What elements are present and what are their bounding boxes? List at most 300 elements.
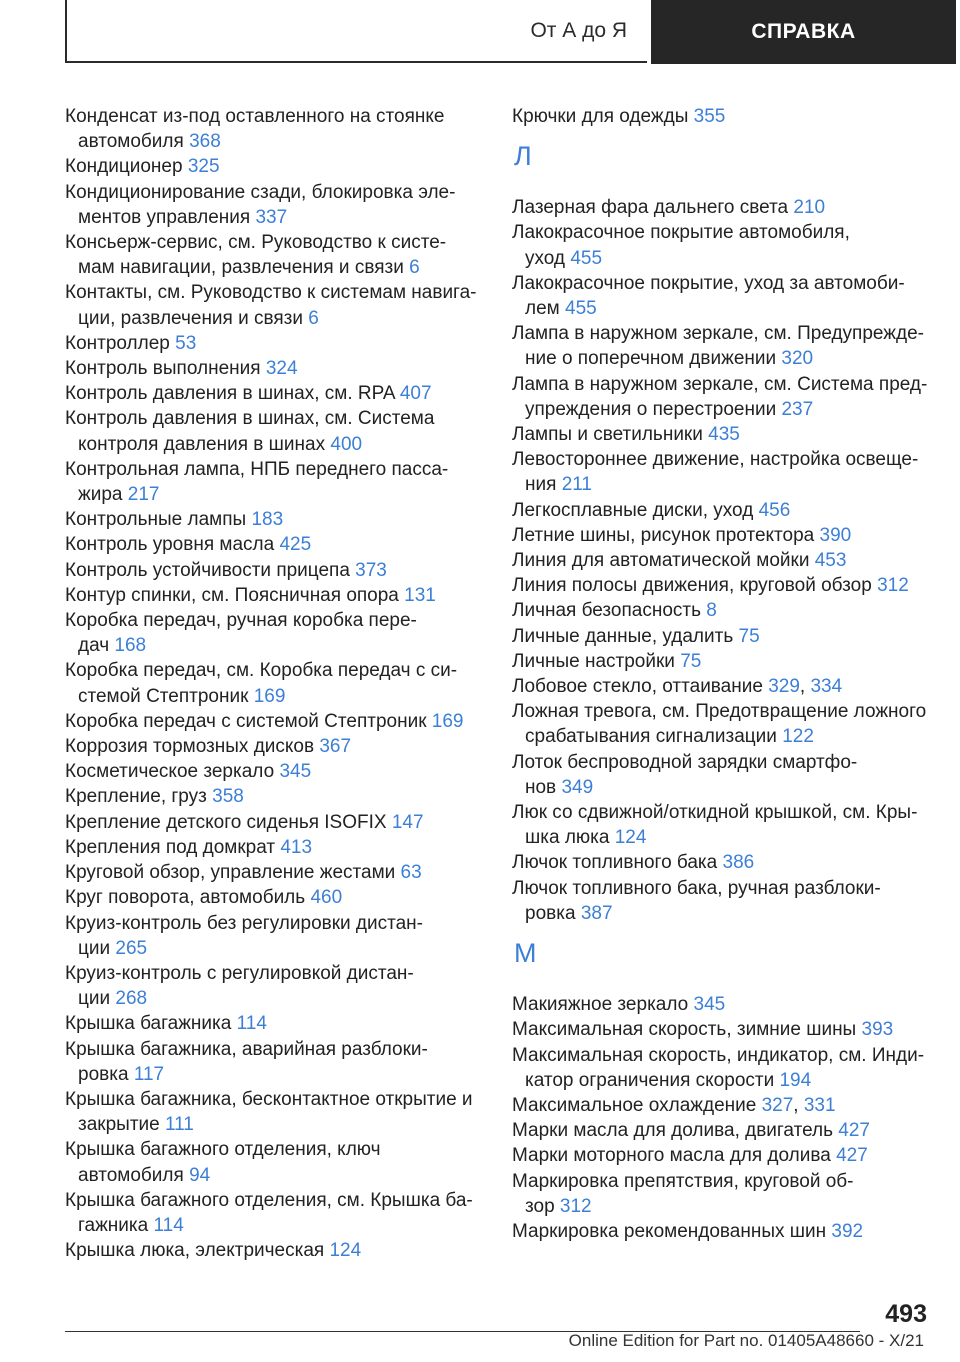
page-link[interactable]: 114 (236, 1013, 267, 1035)
index-entry-text: Люк со сдвижной/откидной крышкой, см. Кры- (512, 802, 918, 824)
index-entry-line (65, 684, 485, 709)
index-entry (65, 658, 485, 708)
page-link[interactable]: 349 (561, 776, 594, 798)
index-entry (512, 447, 932, 497)
index-entry (512, 321, 932, 371)
index-entry-line (512, 372, 932, 397)
index-entry-line (65, 104, 485, 129)
index-entry-text: Крышка багажника, бесконтактное открытие и (65, 1088, 473, 1110)
tab-a-to-z[interactable] (65, 0, 647, 63)
index-letter-heading: Л (514, 141, 532, 172)
index-entry-line (65, 482, 485, 507)
index-entry-line (65, 129, 485, 154)
index-entry-line (512, 104, 932, 129)
index-entry-line (65, 784, 485, 809)
page-link[interactable]: 217 (127, 484, 160, 506)
page-link[interactable]: 312 (559, 1195, 592, 1217)
index-entry-text: Консьерж-сервис, см. Руководство к систе- (65, 232, 447, 254)
index-entry-text: Контакты, см. Руководство к системам навига- (65, 282, 477, 304)
index-entry (65, 810, 485, 835)
page-link[interactable]: 329 (768, 676, 800, 698)
page-link[interactable]: 368 (189, 131, 221, 153)
page-link[interactable]: 53 (175, 332, 197, 354)
index-entry-line (512, 548, 932, 573)
index-entry-line (65, 180, 485, 205)
index-entry (65, 230, 485, 280)
index-entry (65, 1011, 485, 1036)
index-entry-line (65, 911, 485, 936)
index-entry (65, 709, 485, 734)
index-entry-line (512, 724, 932, 749)
index-entry-text: шка люка (525, 827, 610, 849)
page-link[interactable]: 124 (329, 1240, 362, 1262)
index-entry-text: Линия для автоматической мойки (512, 550, 810, 572)
index-entry-line (512, 271, 932, 296)
page-link[interactable]: 427 (836, 1145, 868, 1167)
index-entry-text: Маркировка препятствия, круговой об- (512, 1170, 854, 1192)
index-entry-line (512, 901, 932, 926)
index-entry (65, 1087, 485, 1137)
index-entry (65, 180, 485, 230)
index-entry-text: Личные настройки (512, 650, 675, 672)
index-entry-line: Лобовое стекло, оттаивание 329, 334 (512, 676, 843, 698)
header-tabs (65, 0, 960, 64)
page-link[interactable]: 386 (722, 852, 755, 874)
index-entry-line (512, 750, 932, 775)
index-entry-line (512, 1219, 932, 1244)
page-link[interactable]: 435 (708, 424, 740, 446)
index-entry-text: Крепление детского сиденья ISOFIX (65, 811, 387, 833)
index-entry-text: Крышка багажного отделения, см. Крышка ба- (65, 1189, 473, 1211)
index-entry-text: Маркировка рекомендованных шин (512, 1220, 827, 1242)
index-entry (512, 800, 932, 850)
page-number: 493 (885, 1300, 927, 1328)
page-link[interactable]: 63 (400, 862, 422, 884)
index-entry-line (512, 397, 932, 422)
index-entry-text: Личные данные, удалить (512, 625, 734, 647)
index-entry (65, 911, 485, 961)
page-link[interactable]: 400 (330, 433, 363, 455)
index-entry-line (65, 1188, 485, 1213)
page-link[interactable]: 455 (570, 247, 603, 269)
index-entry-line (512, 825, 932, 850)
index-entry-text: Крепление, груз (65, 786, 207, 808)
index-entry-text: нов (525, 776, 557, 798)
index-entry (512, 1017, 932, 1042)
index-entry-text: упреждения о перестроении (525, 398, 777, 420)
index-entry-text: Лампа в наружном зеркале, см. Предупрежде- (512, 323, 924, 345)
page-link[interactable]: 94 (189, 1164, 211, 1186)
index-entry-line (65, 709, 485, 734)
index-entry (65, 784, 485, 809)
index-entry (65, 1037, 485, 1087)
index-entry-text: Лоток беспроводной зарядки смартфо- (512, 751, 858, 773)
index-entry (512, 876, 932, 926)
index-entry-line (65, 1137, 485, 1162)
page-link[interactable]: 324 (265, 358, 298, 380)
index-entry-text: ции (78, 988, 111, 1010)
index-entry-line (512, 1194, 932, 1219)
page-link[interactable]: 75 (738, 625, 760, 647)
index-entry-line (65, 759, 485, 784)
index-entry-text: Косметическое зеркало (65, 761, 275, 783)
index-entry-text: Лакокрасочное покрытие, уход за автомоби- (512, 272, 905, 294)
index-entry-line (512, 220, 932, 245)
index-entry (512, 1219, 932, 1244)
page-link[interactable]: 358 (212, 786, 244, 808)
index-entry-text: Контроль давления в шинах, см. Система (65, 408, 435, 430)
index-entry-line (65, 1163, 485, 1188)
index-entry (65, 608, 485, 658)
page-link[interactable]: 345 (693, 994, 726, 1016)
index-column-right (512, 104, 932, 1244)
page-link[interactable]: 327 (761, 1094, 794, 1116)
index-entry (512, 598, 932, 623)
index-entry-text: Крышка багажника, аварийная разблоки- (65, 1038, 428, 1060)
index-entry-text: уход (525, 247, 566, 269)
index-entry-line (65, 885, 485, 910)
index-entry-text: Линия полосы движения, круговой обзор (512, 575, 872, 597)
index-entry-text: дач (78, 635, 110, 657)
index-entry-text: Кондиционирование сзади, блокировка эле- (65, 181, 456, 203)
index-entry-line (512, 472, 932, 497)
index-entry-line (512, 447, 932, 472)
page-link[interactable]: 390 (819, 524, 852, 546)
index-entry (65, 507, 485, 532)
index-entry (512, 850, 932, 875)
index-entry-text: ние о поперечном движении (525, 348, 777, 370)
page-link[interactable]: 122 (782, 726, 814, 748)
index-entry (512, 992, 932, 1017)
index-entry (65, 860, 485, 885)
index-entry-line (65, 457, 485, 482)
index-entry (65, 154, 485, 179)
index-entry-text: Круиз-контроль с регулировкой дистан- (65, 962, 414, 984)
index-entry-text: Крючки для одежды (512, 106, 689, 127)
page-link[interactable]: 6 (409, 257, 420, 279)
page-link[interactable]: 392 (831, 1220, 864, 1242)
page-link[interactable]: 168 (114, 635, 147, 657)
index-entry (65, 558, 485, 583)
page-link[interactable]: 111 (164, 1114, 194, 1136)
page-link[interactable]: 147 (391, 811, 424, 833)
index-entry-text: Максимальная скорость, индикатор, см. Инди- (512, 1044, 925, 1066)
index-entry-text: Лакокрасочное покрытие автомобиля, (512, 222, 850, 244)
page-link[interactable]: 393 (861, 1019, 894, 1041)
index-entry-text: Круг поворота, автомобиль (65, 887, 306, 909)
index-entry-line (512, 649, 932, 674)
index-entry-text: лем (525, 298, 560, 320)
index-entry (65, 734, 485, 759)
index-entry-line (512, 699, 932, 724)
page-link[interactable]: 268 (115, 988, 148, 1010)
index-entry-text: Легкосплавные диски, уход (512, 499, 754, 521)
page-link[interactable]: 355 (693, 106, 726, 127)
index-entry-text: Круговой обзор, управление жестами (65, 862, 396, 884)
page-link[interactable]: 455 (565, 298, 597, 320)
index-entry-line (65, 1087, 485, 1112)
index-entry-text: Контрольная лампа, НПБ переднего пасса- (65, 458, 449, 480)
index-entry-text: Лобовое стекло, оттаивание (512, 676, 763, 698)
index-entry (512, 1169, 932, 1219)
index-entry-line (65, 860, 485, 885)
index-entry (65, 583, 485, 608)
index-entry-text: ровка (525, 902, 576, 924)
index-entry (65, 835, 485, 860)
index-entry (512, 523, 932, 548)
index-entry-line (65, 608, 485, 633)
index-entry-line (65, 406, 485, 431)
page-link[interactable]: 8 (706, 600, 717, 622)
index-entry (512, 271, 932, 321)
page-link[interactable]: 425 (279, 534, 312, 556)
page-link[interactable]: 114 (153, 1214, 184, 1236)
page-link[interactable]: 325 (187, 156, 220, 178)
page-link[interactable]: 453 (814, 550, 847, 572)
index-entry-line (512, 850, 932, 875)
index-entry (512, 548, 932, 573)
index-entry-text: гажника (78, 1214, 149, 1236)
index-entry-text: ния (525, 474, 557, 496)
index-entry-text: Крышка багажного отделения, ключ (65, 1139, 381, 1161)
index-entry-line (512, 1043, 932, 1068)
index-entry-text: зор (525, 1195, 555, 1217)
index-entry-line (512, 523, 932, 548)
index-entry-line (65, 280, 485, 305)
index-entry (512, 422, 932, 447)
index-entry-line (65, 986, 485, 1011)
index-entry-text: Ложная тревога, см. Предотвращение ложного (512, 701, 927, 723)
index-entry-text: Лючок топливного бака (512, 852, 718, 874)
page-link[interactable]: 334 (810, 676, 843, 698)
index-entry-line (512, 1169, 932, 1194)
index-entry-line (65, 1213, 485, 1238)
page-link[interactable]: 345 (279, 761, 312, 783)
index-entry-line (65, 1011, 485, 1036)
index-entry-text: Крепления под домкрат (65, 836, 276, 858)
index-entry-line (65, 381, 485, 406)
page-link[interactable]: 75 (680, 650, 702, 672)
index-entry (512, 573, 932, 598)
index-entry (512, 674, 932, 699)
index-entry-line (65, 255, 485, 280)
index-entry (65, 1137, 485, 1187)
page-link[interactable]: 117 (133, 1063, 165, 1085)
page-link[interactable]: 387 (580, 902, 613, 924)
index-entry-text: Макияжное зеркало (512, 994, 689, 1016)
index-entry (512, 1043, 932, 1093)
page-link[interactable]: 320 (781, 348, 814, 370)
index-entry (512, 372, 932, 422)
page-link[interactable]: 460 (310, 887, 343, 909)
index-entry (65, 532, 485, 557)
page-link[interactable]: 237 (781, 398, 814, 420)
index-entry (65, 759, 485, 784)
index-entry-text: Коррозия тормозных дисков (65, 736, 315, 758)
page-link[interactable]: 194 (779, 1069, 812, 1091)
page-link[interactable]: 265 (115, 937, 148, 959)
index-entry-text: автомобиля (78, 131, 184, 153)
page-link[interactable]: 124 (614, 827, 647, 849)
index-entry-line: Максимальное охлаждение 327, 331 (512, 1094, 836, 1116)
index-entry-text: Лампы и светильники (512, 424, 703, 446)
index-entry-text: Контроллер (65, 332, 170, 354)
index-entry-line (512, 876, 932, 901)
index-entry-line (65, 507, 485, 532)
page-link[interactable]: 413 (280, 836, 313, 858)
index-entry (512, 195, 932, 220)
index-entry-line (65, 734, 485, 759)
index-entry-line (65, 583, 485, 608)
index-entry (65, 104, 485, 154)
index-entry (512, 1093, 932, 1118)
index-entry-line (512, 321, 932, 346)
index-entry-line (512, 1118, 932, 1143)
index-entry (512, 699, 932, 749)
index-entry-text: контроля давления в шинах (78, 433, 326, 455)
index-entry (512, 498, 932, 523)
index-entry-line (65, 331, 485, 356)
page-link[interactable]: 6 (308, 307, 319, 329)
page-link[interactable]: 337 (255, 206, 288, 228)
index-entry-line (512, 1017, 932, 1042)
index-entry-line (65, 1112, 485, 1137)
index-entry-line (65, 835, 485, 860)
index-entry-text: Максимальная скорость, зимние шины (512, 1019, 857, 1041)
index-entry-line (65, 356, 485, 381)
index-entry (512, 220, 932, 270)
index-entry-line (512, 992, 932, 1017)
tab-a-to-z-label: От А до Я (530, 18, 627, 42)
index-entry-line (512, 800, 932, 825)
index-entry (65, 381, 485, 406)
index-entry-text: Коробка передач, см. Коробка передач с си- (65, 660, 458, 682)
index-entry-line (512, 598, 932, 623)
index-entry (512, 1118, 932, 1143)
index-entry-text: автомобиля (78, 1164, 184, 1186)
index-entry-text: Летние шины, рисунок протектора (512, 524, 815, 546)
index-entry-text: Лючок топливного бака, ручная разблоки- (512, 877, 881, 899)
index-entry-text: Контрольные лампы (65, 509, 247, 531)
index-entry-line (65, 306, 485, 331)
page-link[interactable]: 210 (793, 197, 826, 219)
index-entry-line (65, 1062, 485, 1087)
index-entry-line (512, 346, 932, 371)
index-entry-text: Крышка люка, электрическая (65, 1240, 325, 1262)
page-link[interactable]: 169 (431, 710, 464, 732)
index-entry-line (65, 432, 485, 457)
index-entry-text: ции (78, 937, 111, 959)
page-link[interactable]: 407 (399, 383, 432, 405)
page-link[interactable]: 211 (561, 474, 592, 496)
index-entry (65, 961, 485, 1011)
page-link[interactable]: 456 (758, 499, 791, 521)
index-entry-line (512, 498, 932, 523)
index-entry-text: Лазерная фара дальнего света (512, 197, 789, 219)
index-entry-text: закрытие (78, 1114, 160, 1136)
index-entry-line (512, 624, 932, 649)
index-entry-text: Круиз-контроль без регулировки дистан- (65, 912, 424, 934)
index-entry-text: Коробка передач, ручная коробка пере- (65, 610, 417, 632)
page-link[interactable]: 312 (877, 575, 909, 597)
index-entry-line (512, 1143, 932, 1168)
index-entry-line (512, 1068, 932, 1093)
index-entry (512, 750, 932, 800)
index-entry-text: Марки моторного масла для долива (512, 1145, 831, 1167)
tab-help-label: СПРАВКА (751, 20, 856, 43)
index-entry (512, 624, 932, 649)
index-entry (65, 331, 485, 356)
index-entry (65, 1238, 485, 1263)
page-link[interactable]: 373 (355, 559, 387, 581)
index-entry-text: Лампа в наружном зеркале, см. Система пред- (512, 373, 928, 395)
index-entry (512, 649, 932, 674)
page-link[interactable]: 169 (253, 685, 286, 707)
index-entry-line (512, 296, 932, 321)
index-entry (512, 104, 932, 129)
index-entry-line (65, 532, 485, 557)
index-entry-line (65, 633, 485, 658)
index-entry-text: ровка (78, 1063, 129, 1085)
index-column-left (65, 104, 485, 1263)
index-entry (65, 457, 485, 507)
index-entry-line (65, 205, 485, 230)
index-entry (65, 1188, 485, 1238)
index-entry-line (65, 936, 485, 961)
index-entry-line (512, 573, 932, 598)
index-entry-text: катор ограничения скорости (525, 1069, 775, 1091)
index-entry-line (512, 246, 932, 271)
page-link[interactable]: 131 (404, 584, 436, 606)
index-entry (65, 280, 485, 330)
index-entry-text: Контур спинки, см. Поясничная опора (65, 584, 399, 606)
index-entry-text: стемой Стептроник (78, 685, 249, 707)
index-entry-text: Левостороннее движение, настройка освеще- (512, 449, 919, 471)
index-entry-text: Контроль устойчивости прицепа (65, 559, 350, 581)
index-entry-text: Конденсат из-под оставленного на стоянке (65, 106, 445, 127)
index-entry-line (512, 422, 932, 447)
index-entry-text: Контроль давления в шинах, см. RPA (65, 383, 395, 405)
page-link[interactable]: 367 (319, 736, 352, 758)
index-entry-text: мам навигации, развлечения и связи (78, 257, 404, 279)
index-entry-line (65, 1037, 485, 1062)
index-entry-text: Коробка передач с системой Стептроник (65, 710, 427, 732)
index-entry-text: Крышка багажника (65, 1013, 232, 1035)
index-entry-text: ментов управления (78, 206, 251, 228)
page-link[interactable]: 183 (251, 509, 284, 531)
index-entry-text: Контроль уровня масла (65, 534, 275, 556)
index-entry-text: Марки масла для долива, двигатель (512, 1120, 833, 1142)
index-entry-text: Личная безопасность (512, 600, 702, 622)
index-entry-line (65, 810, 485, 835)
index-entry-text: Контроль выполнения (65, 358, 261, 380)
index-entry-line (65, 961, 485, 986)
index-entry-line (65, 558, 485, 583)
index-entry-line (512, 195, 932, 220)
index-entry (65, 406, 485, 456)
page-link[interactable]: 427 (838, 1120, 870, 1142)
index-entry-text: Максимальное охлаждение (512, 1094, 757, 1116)
index-entry-line (512, 775, 932, 800)
index-entry-text: срабатывания сигнализации (525, 726, 777, 748)
index-entry-text: Кондиционер (65, 156, 183, 178)
index-entry-line (65, 154, 485, 179)
index-entry-text: ции, развлечения и связи (78, 307, 304, 329)
footer-edition: Online Edition for Part no. 01405A48660 - X/21 (568, 1331, 924, 1350)
index-entry (512, 1143, 932, 1168)
page-link[interactable]: 331 (803, 1094, 836, 1116)
tab-help[interactable] (651, 0, 956, 64)
